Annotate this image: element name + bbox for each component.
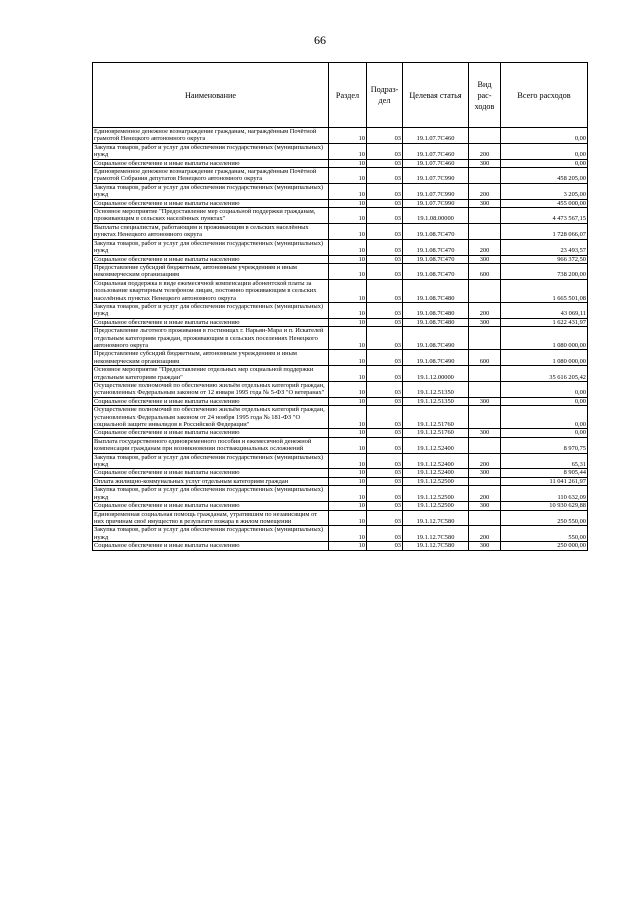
row-subsection: 03	[367, 208, 403, 224]
row-name: Социальная поддержка в виде ежемесячной компенсации абонентской платы за пользование квартирным телефоном лицам, постоянно проживающим в сельских населённых пунктах Ненецкого автономного округа	[93, 279, 329, 302]
row-name: Закупка товаров, работ и услуг для обеспечения государственных (муниципальных) нужд	[93, 302, 329, 318]
row-section: 10	[329, 143, 367, 159]
row-name: Предоставление субсидий бюджетным, автономным учреждениям и иным некоммерческим организациям	[93, 263, 329, 279]
row-name: Социальное обеспечение и иные выплаты населению	[93, 397, 329, 405]
row-name: Закупка товаров, работ и услуг для обеспечения государственных (муниципальных) нужд	[93, 239, 329, 255]
row-total: 455 000,00	[501, 199, 588, 207]
table-row	[93, 382, 588, 398]
row-name: Социальное обеспечение и иные выплаты населению	[93, 502, 329, 510]
row-subsection: 03	[367, 382, 403, 398]
table-row	[93, 302, 588, 318]
table-row	[93, 350, 588, 366]
row-total: 8 970,75	[501, 437, 588, 453]
row-target: 19.1.12.51350	[403, 397, 469, 405]
table-row	[93, 208, 588, 224]
row-kind	[469, 168, 501, 184]
row-subsection: 03	[367, 143, 403, 159]
row-target: 19.1.07.7С990	[403, 183, 469, 199]
row-total: 250 550,00	[501, 510, 588, 526]
table-row	[93, 128, 588, 144]
table-row	[93, 502, 588, 510]
table-row	[93, 469, 588, 477]
row-name: Социальное обеспечение и иные выплаты населению	[93, 159, 329, 167]
row-section: 10	[329, 327, 367, 350]
row-kind: 200	[469, 143, 501, 159]
row-section: 10	[329, 477, 367, 485]
row-subsection: 03	[367, 366, 403, 382]
row-kind	[469, 223, 501, 239]
row-kind: 300	[469, 469, 501, 477]
row-kind: 200	[469, 486, 501, 502]
row-subsection: 03	[367, 469, 403, 477]
row-subsection: 03	[367, 223, 403, 239]
row-name: Социальное обеспечение и иные выплаты населению	[93, 429, 329, 437]
row-subsection: 03	[367, 397, 403, 405]
row-subsection: 03	[367, 510, 403, 526]
row-section: 10	[329, 502, 367, 510]
budget-table	[92, 62, 588, 551]
table-row	[93, 143, 588, 159]
row-total: 966 372,50	[501, 255, 588, 263]
row-subsection: 03	[367, 255, 403, 263]
row-section: 10	[329, 159, 367, 167]
row-target: 19.1.08.7С480	[403, 302, 469, 318]
row-subsection: 03	[367, 239, 403, 255]
row-section: 10	[329, 469, 367, 477]
page-number: 66	[314, 33, 326, 47]
row-target: 19.1.08.00000	[403, 208, 469, 224]
row-target: 19.1.12.7С580	[403, 542, 469, 550]
row-target: 19.1.08.7С480	[403, 318, 469, 326]
row-target: 19.1.12.52500	[403, 502, 469, 510]
row-kind: 300	[469, 159, 501, 167]
row-kind: 300	[469, 502, 501, 510]
table-row	[93, 366, 588, 382]
row-name: Закупка товаров, работ и услуг для обеспечения государственных (муниципальных) нужд	[93, 453, 329, 469]
table-row	[93, 223, 588, 239]
table-row	[93, 263, 588, 279]
row-name: Основное мероприятие "Предоставление мер социальной поддержки гражданам, проживающим в сельских населённых пунктах"	[93, 208, 329, 224]
row-name: Социальное обеспечение и иные выплаты населению	[93, 542, 329, 550]
row-kind: 300	[469, 199, 501, 207]
row-target: 19.1.12.52400	[403, 469, 469, 477]
row-kind: 200	[469, 239, 501, 255]
row-kind	[469, 279, 501, 302]
table-row	[93, 526, 588, 542]
row-kind	[469, 208, 501, 224]
table-row	[93, 199, 588, 207]
row-target: 19.1.12.52400	[403, 453, 469, 469]
table-row	[93, 279, 588, 302]
row-kind	[469, 437, 501, 453]
row-name: Единовременная социальная помощь гражданам, утратившим по независящим от них причинам своё имущество в результате пожара в жилом помещении	[93, 510, 329, 526]
table-body	[93, 128, 588, 551]
row-name: Социальное обеспечение и иные выплаты населению	[93, 469, 329, 477]
row-subsection: 03	[367, 168, 403, 184]
row-total: 23 493,57	[501, 239, 588, 255]
header-subsection: Подраз-дел	[367, 63, 403, 128]
row-section: 10	[329, 255, 367, 263]
row-name: Закупка товаров, работ и услуг для обеспечения государственных (муниципальных) нужд	[93, 183, 329, 199]
row-name: Закупка товаров, работ и услуг для обеспечения государственных (муниципальных) нужд	[93, 143, 329, 159]
row-section: 10	[329, 382, 367, 398]
row-kind: 200	[469, 302, 501, 318]
row-section: 10	[329, 318, 367, 326]
row-total: 0,00	[501, 143, 588, 159]
row-section: 10	[329, 406, 367, 429]
row-total: 1 665 501,08	[501, 279, 588, 302]
header-section: Раздел	[329, 63, 367, 128]
row-name: Выплата государственного единовременного пособия и ежемесячной денежной компенсации гражданам при возникновении поствакцинальных осложнений	[93, 437, 329, 453]
row-kind	[469, 128, 501, 144]
header-kind: Вид рас-ходов	[469, 63, 501, 128]
header-total: Всего расходов	[501, 63, 588, 128]
table-row	[93, 239, 588, 255]
row-name: Осуществление полномочий по обеспечению жильём отдельных категорий граждан, установленных Федеральным законом от 24 ноября 1995 года № 181-ФЗ "О социальной защите инвалидов в Российской Федерации"	[93, 406, 329, 429]
row-target: 19.1.12.00000	[403, 366, 469, 382]
row-total: 11 041 261,97	[501, 477, 588, 485]
row-subsection: 03	[367, 159, 403, 167]
row-section: 10	[329, 526, 367, 542]
row-target: 19.1.12.7С580	[403, 526, 469, 542]
row-subsection: 03	[367, 199, 403, 207]
row-target: 19.1.12.51760	[403, 406, 469, 429]
row-section: 10	[329, 453, 367, 469]
row-subsection: 03	[367, 128, 403, 144]
table-row	[93, 486, 588, 502]
row-kind	[469, 327, 501, 350]
row-subsection: 03	[367, 542, 403, 550]
row-subsection: 03	[367, 486, 403, 502]
row-subsection: 03	[367, 406, 403, 429]
row-subsection: 03	[367, 429, 403, 437]
row-total: 0,00	[501, 382, 588, 398]
table-row	[93, 318, 588, 326]
row-target: 19.1.08.7С470	[403, 255, 469, 263]
row-name: Выплаты специалистам, работающим и проживающим в сельских населённых пунктах Ненецкого автономного округа	[93, 223, 329, 239]
row-name: Единовременное денежное вознаграждение гражданам, награждённым Почётной грамотой Собрания депутатов Ненецкого автономного округа	[93, 168, 329, 184]
row-section: 10	[329, 239, 367, 255]
row-name: Предоставление субсидий бюджетным, автономным учреждениям и иным некоммерческим организациям	[93, 350, 329, 366]
row-section: 10	[329, 366, 367, 382]
row-section: 10	[329, 208, 367, 224]
row-section: 10	[329, 486, 367, 502]
row-section: 10	[329, 223, 367, 239]
row-kind: 200	[469, 183, 501, 199]
row-total: 738 200,00	[501, 263, 588, 279]
row-subsection: 03	[367, 526, 403, 542]
row-section: 10	[329, 128, 367, 144]
row-target: 19.1.07.7С990	[403, 199, 469, 207]
row-section: 10	[329, 429, 367, 437]
row-section: 10	[329, 199, 367, 207]
row-target: 19.1.07.7С460	[403, 159, 469, 167]
row-total: 3 205,00	[501, 183, 588, 199]
row-name: Оплата жилищно-коммунальных услуг отдельным категориям граждан	[93, 477, 329, 485]
row-kind	[469, 406, 501, 429]
row-total: 65,31	[501, 453, 588, 469]
row-target: 19.1.08.7С480	[403, 279, 469, 302]
row-total: 10 930 629,88	[501, 502, 588, 510]
table-header-row	[93, 63, 588, 128]
header-target: Целевая статья	[403, 63, 469, 128]
row-total: 0,00	[501, 429, 588, 437]
row-subsection: 03	[367, 453, 403, 469]
row-target: 19.1.08.7С470	[403, 239, 469, 255]
row-total: 458 205,00	[501, 168, 588, 184]
row-total: 43 069,11	[501, 302, 588, 318]
row-target: 19.1.08.7С490	[403, 350, 469, 366]
table-row	[93, 429, 588, 437]
row-subsection: 03	[367, 477, 403, 485]
row-kind: 600	[469, 263, 501, 279]
row-name: Закупка товаров, работ и услуг для обеспечения государственных (муниципальных) нужд	[93, 526, 329, 542]
row-target: 19.1.12.52500	[403, 477, 469, 485]
table-row	[93, 183, 588, 199]
row-section: 10	[329, 542, 367, 550]
row-section: 10	[329, 168, 367, 184]
row-kind: 300	[469, 542, 501, 550]
row-target: 19.1.08.7С470	[403, 223, 469, 239]
table-row	[93, 542, 588, 550]
row-subsection: 03	[367, 263, 403, 279]
row-name: Закупка товаров, работ и услуг для обеспечения государственных (муниципальных) нужд	[93, 486, 329, 502]
row-target: 19.1.12.52500	[403, 486, 469, 502]
row-total: 0,00	[501, 397, 588, 405]
row-name: Единовременное денежное вознаграждение гражданам, награждённым Почётной грамотой Ненецкого автономного округа	[93, 128, 329, 144]
header-name: Наименование	[93, 63, 329, 128]
row-section: 10	[329, 279, 367, 302]
table-row	[93, 327, 588, 350]
row-kind	[469, 382, 501, 398]
row-subsection: 03	[367, 279, 403, 302]
row-kind: 200	[469, 453, 501, 469]
row-subsection: 03	[367, 327, 403, 350]
row-total: 1 622 431,97	[501, 318, 588, 326]
row-kind: 300	[469, 318, 501, 326]
row-subsection: 03	[367, 302, 403, 318]
row-kind: 600	[469, 350, 501, 366]
row-target: 19.1.07.7С460	[403, 143, 469, 159]
row-total: 35 616 205,42	[501, 366, 588, 382]
row-name: Осуществление полномочий по обеспечению жильём отдельных категорий граждан, установленных Федеральным законом от 12 января 1995 года № 5-ФЗ "О ветеранах"	[93, 382, 329, 398]
row-total: 1 080 000,00	[501, 327, 588, 350]
table-row	[93, 437, 588, 453]
row-subsection: 03	[367, 183, 403, 199]
row-total: 550,00	[501, 526, 588, 542]
row-subsection: 03	[367, 437, 403, 453]
table-row	[93, 510, 588, 526]
row-target: 19.1.12.51350	[403, 382, 469, 398]
row-target: 19.1.07.7С990	[403, 168, 469, 184]
table-row	[93, 168, 588, 184]
table-row	[93, 406, 588, 429]
row-kind: 300	[469, 429, 501, 437]
row-kind: 300	[469, 397, 501, 405]
row-target: 19.1.07.7С460	[403, 128, 469, 144]
row-section: 10	[329, 263, 367, 279]
row-subsection: 03	[367, 502, 403, 510]
row-total: 0,00	[501, 128, 588, 144]
row-target: 19.1.12.51760	[403, 429, 469, 437]
table-row	[93, 255, 588, 263]
row-total: 8 905,44	[501, 469, 588, 477]
row-kind: 300	[469, 255, 501, 263]
row-name: Социальное обеспечение и иные выплаты населению	[93, 255, 329, 263]
table-row	[93, 397, 588, 405]
table-row	[93, 477, 588, 485]
row-kind	[469, 477, 501, 485]
row-section: 10	[329, 183, 367, 199]
row-target: 19.1.08.7С490	[403, 327, 469, 350]
row-total: 250 000,00	[501, 542, 588, 550]
row-target: 19.1.12.7С580	[403, 510, 469, 526]
row-section: 10	[329, 302, 367, 318]
row-subsection: 03	[367, 318, 403, 326]
row-section: 10	[329, 437, 367, 453]
row-name: Основное мероприятие "Предоставление отдельных мер социальной поддержки отдельным категориям граждан"	[93, 366, 329, 382]
row-total: 0,00	[501, 406, 588, 429]
row-total: 4 473 567,15	[501, 208, 588, 224]
row-target: 19.1.12.52400	[403, 437, 469, 453]
row-subsection: 03	[367, 350, 403, 366]
row-kind	[469, 366, 501, 382]
row-section: 10	[329, 397, 367, 405]
row-kind: 200	[469, 526, 501, 542]
row-total: 0,00	[501, 159, 588, 167]
row-total: 110 632,09	[501, 486, 588, 502]
row-section: 10	[329, 350, 367, 366]
row-name: Социальное обеспечение и иные выплаты населению	[93, 318, 329, 326]
row-total: 1 080 000,00	[501, 350, 588, 366]
table-row	[93, 159, 588, 167]
row-kind	[469, 510, 501, 526]
row-section: 10	[329, 510, 367, 526]
table-row	[93, 453, 588, 469]
row-target: 19.1.08.7С470	[403, 263, 469, 279]
row-name: Социальное обеспечение и иные выплаты населению	[93, 199, 329, 207]
row-name: Предоставление льготного проживания в гостиницах г. Нарьян-Мара и п. Искателей отдельным категориям граждан, проживающим в сельских поселениях Ненецкого автономного округа	[93, 327, 329, 350]
row-total: 1 728 066,07	[501, 223, 588, 239]
